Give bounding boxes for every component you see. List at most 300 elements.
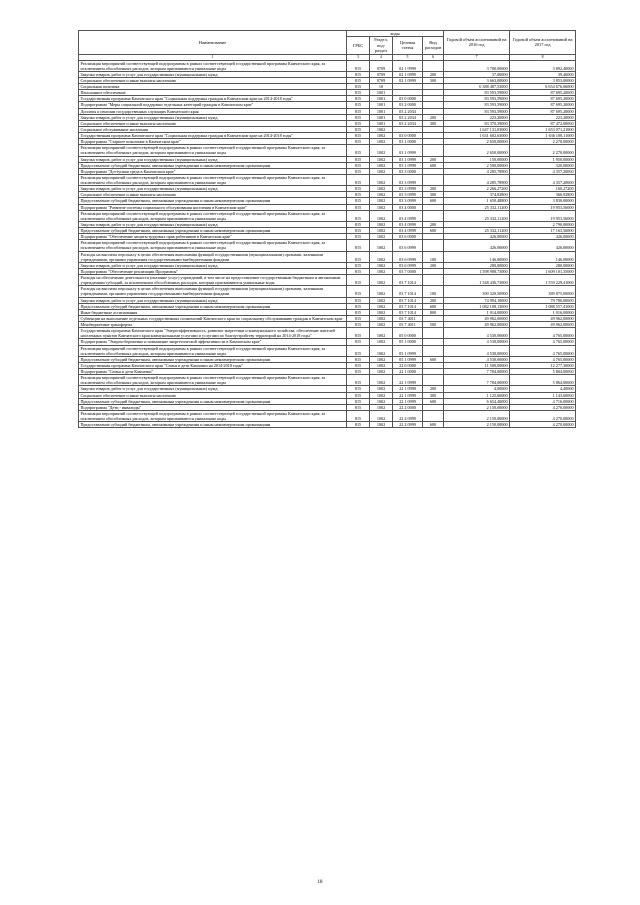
row-grbs: 815: [347, 309, 370, 315]
row-name: Социальное обслуживание населения: [79, 126, 347, 132]
row-amount-2016: 3 663,00000: [444, 77, 510, 83]
row-grbs: 815: [347, 268, 370, 274]
row-grbs: 815: [347, 162, 370, 168]
table-row: [79, 345, 576, 356]
row-amount-2017: 4 270,00000: [510, 404, 576, 410]
row-razdel: 1002: [370, 410, 393, 421]
row-name: Закупка товаров, работ и услуг для государственных (муниципальных) нужд: [79, 114, 347, 120]
row-expense-type: 200: [423, 221, 444, 227]
row-amount-2016: 2 150,00000: [444, 410, 510, 421]
row-target-article: 03 3 0999: [393, 198, 423, 204]
row-target-article: 03 4 0999: [393, 228, 423, 234]
row-name: Пенсионное обеспечение: [79, 90, 347, 96]
row-amount-2016: 1 650,48800: [444, 198, 510, 204]
row-grbs: 815: [347, 90, 370, 96]
row-grbs: 815: [347, 156, 370, 162]
row-razdel: 0709: [370, 60, 393, 71]
row-amount-2016: 49 962,00000: [444, 322, 510, 328]
row-expense-type: 200: [423, 386, 444, 392]
header-razdel: Раздел, под-раздел: [370, 37, 393, 54]
row-amount-2017: 79 780,00000: [510, 297, 576, 303]
row-amount-2016: 1 082 108,13000: [444, 303, 510, 309]
row-expense-type: [423, 375, 444, 386]
row-target-article: 02 1 0999: [393, 60, 423, 71]
row-razdel: 1002: [370, 268, 393, 274]
row-name: Государственная программа Камчатского края "Социальная поддержка граждан в Камчатском крае на 2014-2018 годы": [79, 96, 347, 102]
header-name: Наименование: [79, 31, 347, 55]
row-name: Расходы на выплаты персоналу в целях обеспечения выполнения функций государственными (муниципальными) органами, казенными учреждениями, органами управления государственными внебюджетными фондами: [79, 251, 347, 262]
row-amount-2016: 4,00000: [444, 386, 510, 392]
row-amount-2017: 320,00000: [510, 162, 576, 168]
row-grbs: 815: [347, 114, 370, 120]
row-amount-2016: 6 654,40000: [444, 398, 510, 404]
row-name: Реализация мероприятий соответствующей подпрограммы в рамках соответствующей государственной программы Камчатского края, за исключением обособленных расходов, которым присваиваются уникальные коды: [79, 410, 347, 421]
row-amount-2016: 1 647 131,03000: [444, 126, 510, 132]
row-amount-2017: 12 277,30000: [510, 362, 576, 368]
row-grbs: 815: [347, 71, 370, 77]
row-name: Социальное обеспечение и иные выплаты населению: [79, 392, 347, 398]
row-amount-2017: 1 950,00000: [510, 156, 576, 162]
row-razdel: 1002: [370, 156, 393, 162]
row-amount-2016: 3 700,00000: [444, 60, 510, 71]
row-amount-2016: 49 962,00000: [444, 315, 510, 321]
row-amount-2017: 87 695,20000: [510, 96, 576, 102]
row-amount-2016: 83 593,59000: [444, 96, 510, 102]
row-amount-2017: 5 864,00000: [510, 375, 576, 386]
row-amount-2017: 1 559 229,41000: [510, 275, 576, 286]
row-target-article: 03 7 1014: [393, 309, 423, 315]
row-target-article: 03 7 1014: [393, 297, 423, 303]
row-grbs: 815: [347, 375, 370, 386]
row-razdel: 1002: [370, 221, 393, 227]
table-row: [79, 174, 576, 185]
row-grbs: 815: [347, 120, 370, 126]
column-index: 3: [347, 54, 370, 60]
page-number: 18: [317, 880, 323, 885]
row-grbs: 815: [347, 204, 370, 210]
row-target-article: 03 6 0999: [393, 251, 423, 262]
row-grbs: 815: [347, 303, 370, 309]
row-amount-2017: 3 853,00000: [510, 77, 576, 83]
row-razdel: 1002: [370, 286, 393, 297]
row-target-article: 03 2 2034: [393, 108, 423, 114]
row-amount-2017: 4 357,20000: [510, 168, 576, 174]
row-razdel: 1002: [370, 240, 393, 251]
row-expense-type: 600: [423, 228, 444, 234]
row-amount-2017: 6 654 676,06000: [510, 84, 576, 90]
row-amount-2016: 25 332,11200: [444, 228, 510, 234]
row-target-article: 22 2 0999: [393, 422, 423, 428]
row-amount-2016: 83 370,39000: [444, 120, 510, 126]
row-target-article: 03 0 0000: [393, 96, 423, 102]
table-row: [79, 328, 576, 339]
row-amount-2017: 1 016,00000: [510, 309, 576, 315]
row-razdel: 1002: [370, 126, 393, 132]
row-name: Закупка товаров, работ и услуг для государственных (муниципальных) нужд: [79, 262, 347, 268]
row-razdel: 1002: [370, 362, 393, 368]
row-name: Расходы на выплаты персоналу в целях обеспечения выполнения функций государственными (муниципальными) органами, казенными учреждениями, органами управления государственными внебюджетными фондами: [79, 286, 347, 297]
row-target-article: 05 1 0999: [393, 345, 423, 356]
row-grbs: 815: [347, 251, 370, 262]
row-expense-type: 200: [423, 156, 444, 162]
row-amount-2016: 4 285,78900: [444, 168, 510, 174]
header-codes: коды: [347, 31, 444, 37]
row-amount-2016: 1 125,60000: [444, 392, 510, 398]
row-target-article: 03 7 4011: [393, 322, 423, 328]
row-grbs: 815: [347, 221, 370, 227]
row-razdel: 1002: [370, 303, 393, 309]
row-target-article: 03 3 0999: [393, 174, 423, 185]
column-index: 6: [423, 54, 444, 60]
row-razdel: 1002: [370, 234, 393, 240]
row-target-article: 22 1 0999: [393, 386, 423, 392]
row-amount-2017: 146,00000: [510, 251, 576, 262]
row-target-article: 03 2 0000: [393, 102, 423, 108]
row-name: Подпрограмма "Дети - инвалиды": [79, 404, 347, 410]
row-razdel: 1002: [370, 204, 393, 210]
table-row: [79, 145, 576, 156]
table-body: [79, 60, 576, 428]
row-target-article: 22 1 0999: [393, 398, 423, 404]
row-razdel: 1002: [370, 375, 393, 386]
row-razdel: 1001: [370, 120, 393, 126]
row-amount-2016: 74 994,10000: [444, 297, 510, 303]
row-razdel: 1002: [370, 392, 393, 398]
row-amount-2016: 25 332,11200: [444, 210, 510, 221]
row-name: Предоставление субсидий бюджетным, автономным учреждениям и иным некоммерческим организациям: [79, 303, 347, 309]
row-expense-type: 600: [423, 198, 444, 204]
column-index: 7: [444, 54, 510, 60]
row-name: Закупка товаров, работ и услуг для государственных (муниципальных) нужд: [79, 386, 347, 392]
row-grbs: 815: [347, 84, 370, 90]
row-amount-2017: 4 765,00000: [510, 356, 576, 362]
row-amount-2017: 1 636 108,11000: [510, 133, 576, 139]
row-expense-type: [423, 328, 444, 339]
row-razdel: 1002: [370, 339, 393, 345]
row-grbs: 815: [347, 275, 370, 286]
row-amount-2016: 2 500,00000: [444, 162, 510, 168]
row-razdel: 1001: [370, 102, 393, 108]
row-amount-2017: 49 962,00000: [510, 315, 576, 321]
row-target-article: 03 3 0999: [393, 192, 423, 198]
row-expense-type: 600: [423, 422, 444, 428]
table-row: [79, 286, 576, 297]
row-razdel: 1002: [370, 262, 393, 268]
row-amount-2017: 4 765,00000: [510, 339, 576, 345]
row-target-article: 03 6 0000: [393, 234, 423, 240]
table-row: [79, 315, 576, 321]
row-amount-2016: 2 650,00000: [444, 145, 510, 156]
row-amount-2016: 4 530,00000: [444, 328, 510, 339]
row-amount-2017: 5 864,00000: [510, 369, 576, 375]
row-target-article: 22 1 0999: [393, 392, 423, 398]
row-razdel: 1002: [370, 422, 393, 428]
row-expense-type: 600: [423, 356, 444, 362]
row-amount-2017: 4 716,00000: [510, 398, 576, 404]
row-razdel: 1002: [370, 404, 393, 410]
row-target-article: 03 7 0000: [393, 268, 423, 274]
row-razdel: 1002: [370, 210, 393, 221]
row-amount-2016: 4 530,00000: [444, 339, 510, 345]
row-expense-type: 500: [423, 322, 444, 328]
row-razdel: 1002: [370, 186, 393, 192]
row-razdel: 1002: [370, 275, 393, 286]
row-amount-2017: 2 790,00000: [510, 221, 576, 227]
row-amount-2016: 83 593,59000: [444, 90, 510, 96]
row-target-article: 03 1 0999: [393, 162, 423, 168]
row-target-article: 03 1 0999: [393, 145, 423, 156]
row-grbs: 815: [347, 133, 370, 139]
row-razdel: 1002: [370, 168, 393, 174]
row-grbs: 815: [347, 198, 370, 204]
row-amount-2017: 87 695,20000: [510, 108, 576, 114]
row-razdel: 1002: [370, 369, 393, 375]
row-grbs: 815: [347, 174, 370, 185]
row-grbs: 815: [347, 186, 370, 192]
row-amount-2017: 389 875,00000: [510, 286, 576, 297]
column-index: 5: [393, 54, 423, 60]
row-grbs: 815: [347, 192, 370, 198]
row-target-article: 03 7 1014: [393, 303, 423, 309]
row-expense-type: 200: [423, 297, 444, 303]
row-amount-2016: 426,00000: [444, 240, 510, 251]
row-target-article: 22 2 0000: [393, 404, 423, 410]
row-amount-2016: 2 150,00000: [444, 404, 510, 410]
row-name: Государственная программа Камчатского края "Энергоэффективность, развитие энергетики и коммунального хозяйства, обеспечение жителей населенных пунктов Камчатского края коммунальными услугами и услугами по благоустройству территорий на 2014-2018 годы": [79, 328, 347, 339]
row-grbs: 815: [347, 345, 370, 356]
row-name: Предоставление субсидий бюджетным, автономным учреждениям и иным некоммерческим организациям: [79, 198, 347, 204]
row-name: Предоставление субсидий бюджетным, автономным учреждениям и иным некоммерческим организациям: [79, 228, 347, 234]
row-grbs: 815: [347, 262, 370, 268]
row-name: Реализация мероприятий соответствующей подпрограммы в рамках соответствующей государственной программы Камчатского края, за исключением обособленных расходов, которым присваиваются уникальные коды: [79, 375, 347, 386]
row-name: Межбюджетные трансферты: [79, 322, 347, 328]
row-amount-2017: 223,20000: [510, 114, 576, 120]
row-name: Доплаты к пенсиям государственных служащих Камчатского края: [79, 108, 347, 114]
row-expense-type: [423, 275, 444, 286]
row-name: Социальное обеспечение и иные выплаты населению: [79, 77, 347, 83]
row-razdel: 0709: [370, 71, 393, 77]
row-amount-2016: 1 548 436,73000: [444, 275, 510, 286]
row-amount-2017: 4 270,00000: [510, 410, 576, 421]
row-target-article: 03 2 2034: [393, 114, 423, 120]
row-amount-2017: 3 830,00000: [510, 198, 576, 204]
row-razdel: 1001: [370, 90, 393, 96]
row-name: Социальная политика: [79, 84, 347, 90]
row-target-article: 03 1 0000: [393, 139, 423, 145]
row-grbs: 815: [347, 286, 370, 297]
row-name: Государственная программа Камчатского края "Семья и дети Камчатки на 2014-2018 годы": [79, 362, 347, 368]
row-amount-2016: 37,00000: [444, 71, 510, 77]
row-grbs: 815: [347, 168, 370, 174]
row-amount-2017: 4 270,00000: [510, 422, 576, 428]
row-grbs: 815: [347, 328, 370, 339]
row-grbs: 815: [347, 386, 370, 392]
row-grbs: 815: [347, 126, 370, 132]
row-razdel: 1002: [370, 174, 393, 185]
row-amount-2016: 390 320,50000: [444, 286, 510, 297]
row-amount-2016: 426,00000: [444, 234, 510, 240]
row-name: Реализация мероприятий соответствующей подпрограммы в рамках соответствующей государственной программы Камчатского края, за исключением обособленных расходов, которым присваиваются уникальные коды: [79, 210, 347, 221]
row-amount-2016: 280,00000: [444, 262, 510, 268]
table-row: [79, 60, 576, 71]
row-razdel: 1002: [370, 133, 393, 139]
row-amount-2017: 49 962,00000: [510, 322, 576, 328]
row-grbs: 815: [347, 240, 370, 251]
row-target-article: 03 6 0999: [393, 262, 423, 268]
row-grbs: 815: [347, 102, 370, 108]
row-amount-2017: 39,46000: [510, 71, 576, 77]
row-amount-2017: 19 953,56000: [510, 204, 576, 210]
row-amount-2017: 2 270,00000: [510, 139, 576, 145]
row-name: Подпрограмма "Обеспечение реализации Программы": [79, 268, 347, 274]
row-name: Социальное обеспечение и иные выплаты населению: [79, 192, 347, 198]
row-expense-type: 300: [423, 192, 444, 198]
row-amount-2017: 2 270,00000: [510, 145, 576, 156]
row-razdel: 1002: [370, 139, 393, 145]
row-amount-2016: 1 631 602,63000: [444, 133, 510, 139]
row-amount-2016: 7 784,00000: [444, 375, 510, 386]
row-name: Реализация мероприятий соответствующей подпрограммы в рамках соответствующей государственной программы Камчатского края, за исключением обособленных расходов, которым присваиваются уникальные коды: [79, 145, 347, 156]
row-razdel: 1002: [370, 356, 393, 362]
row-name: Закупка товаров, работ и услуг для государственных (муниципальных) нужд: [79, 297, 347, 303]
row-expense-type: 200: [423, 71, 444, 77]
row-target-article: 03 3 0000: [393, 168, 423, 174]
row-name: Подпрограмма "Обеспечение защиты трудовых прав работников в Камчатском крае": [79, 234, 347, 240]
row-expense-type: 200: [423, 186, 444, 192]
budget-page: [78, 30, 575, 428]
row-grbs: 815: [347, 297, 370, 303]
row-razdel: 1002: [370, 297, 393, 303]
row-name: Подпрограмма "Развитие системы социального обслуживания населения в Камчатском крае": [79, 204, 347, 210]
row-expense-type: 300: [423, 120, 444, 126]
row-amount-2017: 17 163,56000: [510, 228, 576, 234]
row-amount-2016: 25 332,11200: [444, 204, 510, 210]
row-name: Расходы на обеспечение деятельности (оказание услуг) учреждений, в том числе на предоставление государственным бюджетным и автономным учреждениям субсидий, за исключением обособленных расходов, которым присваиваются уникальные коды: [79, 275, 347, 286]
row-amount-2016: 83 593,59000: [444, 108, 510, 114]
row-grbs: 815: [347, 410, 370, 421]
row-amount-2017: 87 695,20000: [510, 102, 576, 108]
row-expense-type: 200: [423, 262, 444, 268]
row-grbs: 815: [347, 139, 370, 145]
row-grbs: 815: [347, 210, 370, 221]
row-target-article: 05 0 0000: [393, 328, 423, 339]
row-expense-type: 100: [423, 251, 444, 262]
table-row: [79, 240, 576, 251]
row-target-article: 03 1 0999: [393, 156, 423, 162]
row-expense-type: 600: [423, 303, 444, 309]
row-amount-2017: 426,00000: [510, 234, 576, 240]
row-name: Реализация мероприятий соответствующей подпрограммы в рамках соответствующей государственной программы Камчатского края, за исключением обособленных расходов, которым присваиваются уникальные коды: [79, 240, 347, 251]
row-target-article: 03 2 2034: [393, 120, 423, 126]
row-amount-2016: 7 784,00000: [444, 369, 510, 375]
header-target-article: Целевая статья: [393, 37, 423, 54]
row-razdel: 1002: [370, 162, 393, 168]
row-grbs: 815: [347, 339, 370, 345]
row-name: Закупка товаров, работ и услуг для государственных (муниципальных) нужд: [79, 156, 347, 162]
table-row: [79, 251, 576, 262]
row-expense-type: 100: [423, 286, 444, 297]
row-name: Реализация мероприятий соответствующей подпрограммы в рамках соответствующей государственной программы Камчатского края, за исключением обособленных расходов, которым присваиваются уникальные коды: [79, 174, 347, 185]
row-target-article: 02 1 0999: [393, 71, 423, 77]
row-amount-2017: 280,00000: [510, 262, 576, 268]
row-target-article: 05 1 0000: [393, 339, 423, 345]
row-amount-2017: 1 653 071,21000: [510, 126, 576, 132]
row-razdel: 1001: [370, 114, 393, 120]
row-amount-2016: 1 014,00000: [444, 309, 510, 315]
row-name: Предоставление субсидий бюджетным, автономным учреждениям и иным некоммерческим организациям: [79, 398, 347, 404]
row-name: Предоставление субсидий бюджетным, автономным учреждениям и иным некоммерческим организациям: [79, 422, 347, 428]
row-grbs: 815: [347, 315, 370, 321]
row-name: Подпрограмма "Старшее поколение в Камчатском крае": [79, 139, 347, 145]
row-amount-2017: 426,00000: [510, 240, 576, 251]
row-target-article: 03 0 0000: [393, 133, 423, 139]
column-index: 8: [510, 54, 576, 60]
row-name: Подпрограмма "Доступная среда в Камчатском крае": [79, 168, 347, 174]
row-amount-2016: 4 530,00000: [444, 356, 510, 362]
row-amount-2017: 1 088 557,41000: [510, 303, 576, 309]
row-amount-2016: 1 598 908,73000: [444, 268, 510, 274]
budget-table: [78, 30, 576, 428]
row-name: Предоставление субсидий бюджетным, автономным учреждениям и иным некоммерческим организациям: [79, 162, 347, 168]
row-razdel: 1002: [370, 309, 393, 315]
row-name: Государственная программа Камчатского края "Социальная поддержка граждан в Камчатском крае на 2014-2018 годы": [79, 133, 347, 139]
row-target-article: 03 4 0999: [393, 210, 423, 221]
row-name: Иные бюджетные ассигнования: [79, 309, 347, 315]
row-expense-type: 600: [423, 162, 444, 168]
row-expense-type: [423, 410, 444, 421]
row-amount-2017: 366,92800: [510, 192, 576, 198]
row-razdel: 1002: [370, 198, 393, 204]
row-grbs: 815: [347, 398, 370, 404]
row-amount-2017: 19 953,56000: [510, 210, 576, 221]
row-target-article: 03 7 1014: [393, 286, 423, 297]
row-razdel: 1002: [370, 315, 393, 321]
row-razdel: 1002: [370, 345, 393, 356]
table-row: [79, 275, 576, 286]
row-amount-2016: 2 650,00000: [444, 139, 510, 145]
row-amount-2016: 374,82800: [444, 192, 510, 198]
row-target-article: 03 3 0999: [393, 186, 423, 192]
row-expense-type: [423, 145, 444, 156]
row-name: Субвенции на выполнение отдельных государственных полномочий Камчатского края по социальному обслуживанию граждан в Камчатском крае: [79, 315, 347, 321]
row-expense-type: [423, 210, 444, 221]
row-expense-type: 800: [423, 309, 444, 315]
row-name: Предоставление субсидий бюджетным, автономным учреждениям и иным некоммерческим организациям: [79, 356, 347, 362]
row-expense-type: [423, 60, 444, 71]
row-amount-2017: 1 609 101,35000: [510, 268, 576, 274]
row-expense-type: 200: [423, 114, 444, 120]
row-name: Закупка товаров, работ и услуг для государственных (муниципальных) нужд: [79, 186, 347, 192]
row-amount-2016: 223,20000: [444, 114, 510, 120]
row-grbs: 815: [347, 145, 370, 156]
row-razdel: 1002: [370, 228, 393, 234]
row-amount-2016: 4 530,00000: [444, 345, 510, 356]
row-expense-type: [423, 174, 444, 185]
row-amount-2017: 3 892,40000: [510, 60, 576, 71]
row-amount-2017: 4 765,00000: [510, 345, 576, 356]
row-amount-2016: 6 388 487,53000: [444, 84, 510, 90]
header-grbs: ГРБС: [347, 37, 370, 54]
row-target-article: 22 1 0000: [393, 369, 423, 375]
row-name: Подпрограмма "Семья и дети Камчатки": [79, 369, 347, 375]
table-row: [79, 210, 576, 221]
row-razdel: 1002: [370, 398, 393, 404]
row-grbs: 815: [347, 356, 370, 362]
row-target-article: 05 1 0999: [393, 356, 423, 362]
table-row: [79, 422, 576, 428]
row-expense-type: 300: [423, 77, 444, 83]
row-amount-2017: 160,27200: [510, 186, 576, 192]
